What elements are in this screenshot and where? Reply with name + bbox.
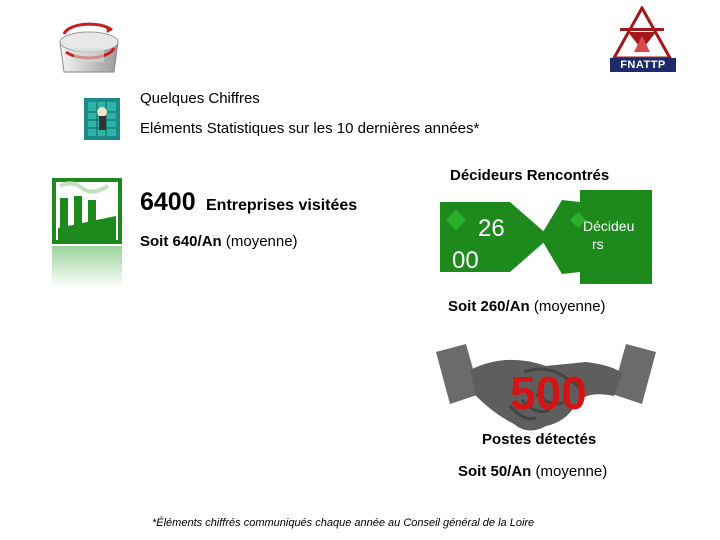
companies-label: Entreprises visitées [206,197,358,214]
positions-label: Postes détectés [482,431,597,448]
stats-icon [84,98,120,140]
companies-rate [140,233,298,250]
positions-rate-suffix: (moyenne) [531,463,608,480]
positions-number: 500 [510,367,587,419]
positions-rate [458,463,607,480]
section-subtitle: Eléments Statistiques sur les 10 dernières années* [140,120,480,137]
deciders-rate [448,298,606,315]
deciders-title: Décideurs Rencontrés [450,167,610,184]
section-title: Quelques Chiffres [140,90,260,107]
companies-rate-value: Soit 640/An [140,233,222,250]
logo-3d-icon [50,12,128,78]
companies-rate-suffix: (moyenne) [221,233,298,250]
companies-count: 6400 [140,188,196,216]
fnattp-logo-text: FNATTP [610,58,676,72]
deciders-number-part2: 00 [452,247,479,274]
deciders-label-part1: Décideu [583,218,635,234]
factory-icon [52,178,122,288]
deciders-number-part1: 26 [478,215,505,242]
deciders-label-part2: rs [592,236,604,252]
positions-rate-value: Soit 50/An [458,463,532,480]
footnote: *Éléments chiffrés communiqués chaque année au Conseil général de la Loire [152,517,535,529]
deciders-rate-suffix: (moyenne) [529,298,606,315]
deciders-rate-value: Soit 260/An [448,298,530,315]
